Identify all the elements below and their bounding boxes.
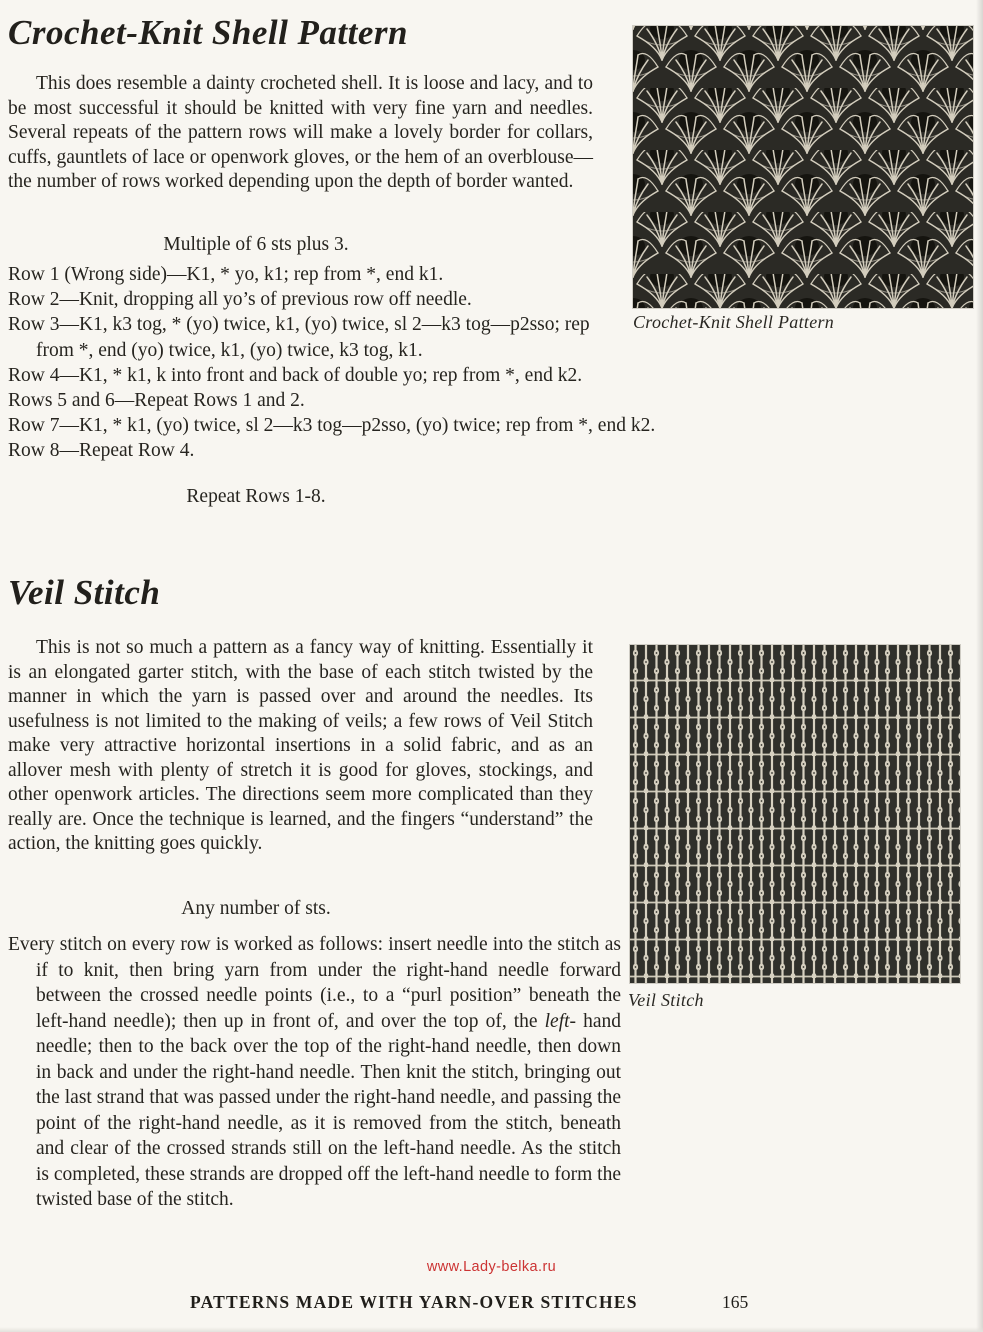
row-instruction: Row 1 (Wrong side)—K1, * yo, k1; rep from *, end k1. [8,264,444,285]
row-instruction: Row 8—Repeat Row 4. [8,440,195,462]
scan-edge-shadow-bottom [0,1327,983,1332]
veil-directions-paragraph [8,932,621,1213]
watermark-text: www.Lady-belka.ru [426,1259,557,1275]
shell-multiple-note: Multiple of 6 sts plus 3. [163,234,349,255]
scan-edge-shadow-right [976,0,983,1332]
veil-directions-text: hand needle; then to the back over the top of the right-hand needle, then down in back and under the right-hand needle. Then knit the stitch, bringing out the last strand that was passed under the right-hand needle, and passing the point of the right-hand needle, as it is removed from the stitch, beneath and clear of the crossed strands still on the left-hand needle. As the stitch is completed, these strands are dropped off the left-hand needle to form the twisted base of the stitch. [36,1010,621,1210]
shell-repeat-note: Repeat Rows 1-8. [186,486,326,507]
shell-section-title: Crochet-Knit Shell Pattern [8,13,408,52]
veil-section-title: Veil Stitch [8,573,161,612]
shell-pattern-photo [633,26,973,308]
shell-photo-caption: Crochet-Knit Shell Pattern [633,312,835,332]
veil-directions-text: Every stitch on every row is worked as follows: insert needle into the stitch as if to knit, then bring yarn from under the right-hand needle forward between the crossed needle points (i.e., to a “purl position” beneath the left-hand needle); then up in front of, and over the top of, the [8,934,621,1032]
veil-stitch-photo [630,645,960,983]
row-instruction: Row 4—K1, * k1, k into front and back of double yo; rep from *, end k2. [8,364,583,386]
footer-running-title: PATTERNS MADE WITH YARN-OVER STITCHES [190,1292,638,1312]
veil-intro-paragraph: This is not so much a pattern as a fancy way of knitting. Essentially it is an elongated garter stitch, with the base of each stitch twisted by the manner in which the yarn is passed over and around the needles. Its usefulness is not limited to the making of veils; a few rows of Veil Stitch make very attractive horizontal insertions in a solid fabric, and as an allover mesh with plenty of stretch it is good for gloves, stockings, and other openwork articles. The directions seem more complicated than they really are. Once the technique is learned, and the fingers “understand” the action, the knitting goes quickly. [8,637,593,854]
row-instruction: Row 7—K1, * k1, (yo) twice, sl 2—k3 tog—p2sso, (yo) twice; rep from *, end k2. [8,415,656,437]
page-number: 165 [722,1292,749,1312]
row-instruction: Row 2—Knit, dropping all yo’s of previous row off needle. [8,289,472,311]
shell-intro-paragraph: This does resemble a dainty crocheted shell. It is loose and lacy, and to be most successful it should be knitted with very fine yarn and needles. Several repeats of the pattern rows will make a lovely border for collars, cuffs, gauntlets of lace or openwork gloves, or the hem of an overblouse—the number of rows worked depending upon the depth of border wanted. [8,73,593,192]
veil-photo-caption: Veil Stitch [628,990,704,1010]
row-instruction: Rows 5 and 6—Repeat Rows 1 and 2. [8,390,305,412]
row-instruction: Row 3—K1, k3 tog, * (yo) twice, k1, (yo) twice, sl 2—k3 tog—p2sso; rep from *, end (yo) twice, k1, (yo) twice, k3 tog, k1. [8,314,590,361]
veil-directions-italic-word: left- [544,1010,577,1032]
veil-sts-note: Any number of sts. [181,898,331,919]
